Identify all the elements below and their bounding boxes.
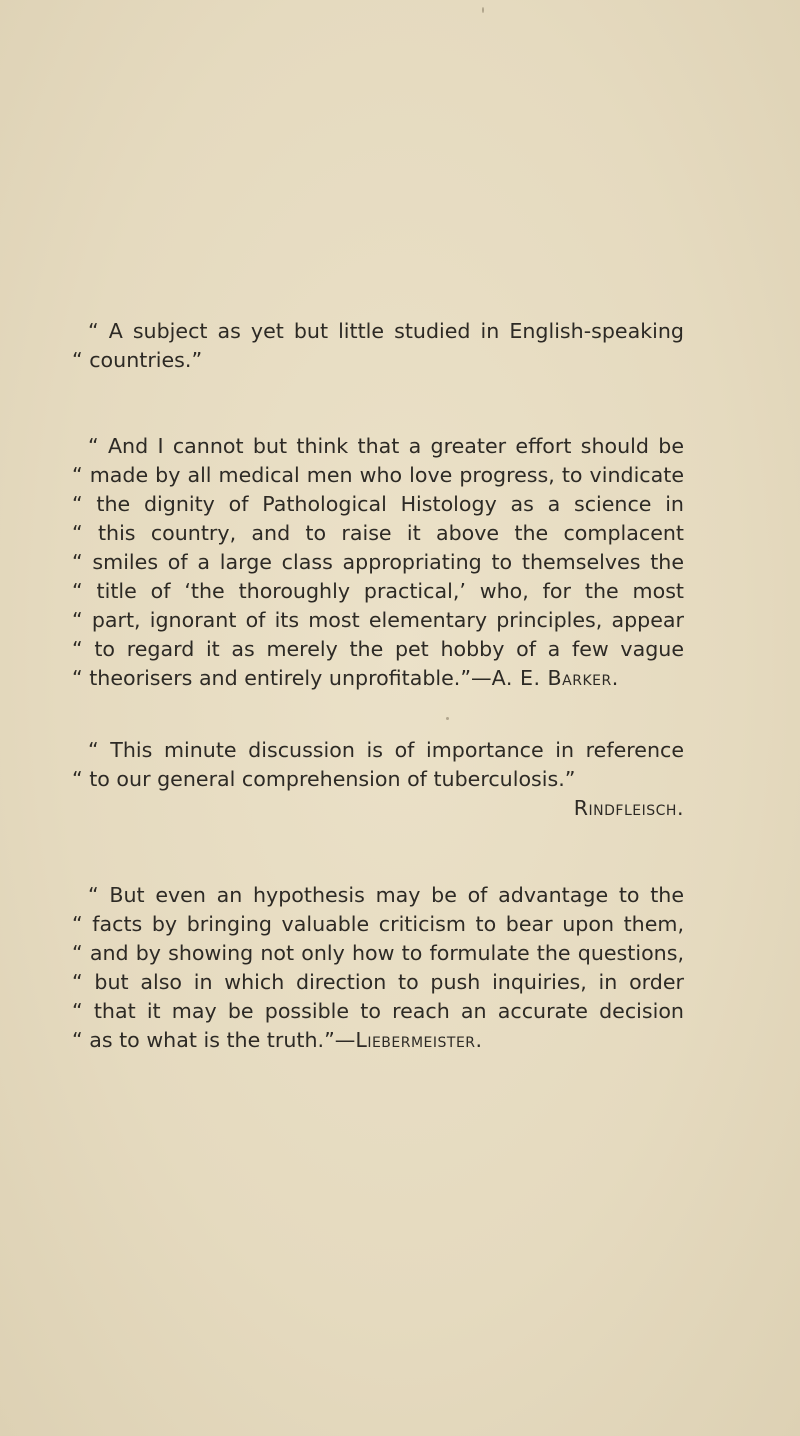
quote-line: “ made by all medical men who love progress, to vindicate <box>72 463 684 487</box>
quote-line: “ to regard it as merely the pet hobby of a few vague <box>72 637 684 661</box>
quote-line: “ part, ignorant of its most elementary principles, appear <box>72 608 684 632</box>
quote-line: “ And I cannot but think that a greater effort should be <box>88 434 684 458</box>
quote-liebermeister <box>72 881 684 1055</box>
quote-line: “ as to what is the truth.”— <box>72 1028 356 1052</box>
quote-line: “ to our general comprehension of tuberculosis.” <box>72 767 576 791</box>
quote-line: “ facts by bringing valuable criticism to bear upon them, <box>72 912 684 936</box>
quote-line: “ smiles of a large class appropriating to themselves the <box>72 550 684 574</box>
quote-line: “ the dignity of Pathological Histology as a science in <box>72 492 684 516</box>
quote-line: “ theorisers and entirely unprofitable.”— <box>72 666 492 690</box>
quote-line: “ countries.” <box>72 348 203 372</box>
quote-rindfleisch <box>72 736 684 823</box>
quote-line: “ But even an hypothesis may be of advantage to the <box>88 883 684 907</box>
quote-line: “ and by showing not only how to formulate the questions, <box>72 941 684 965</box>
quote-line-with-attribution <box>72 1026 684 1055</box>
attribution-barker: A. E. Barker. <box>491 666 619 690</box>
quote-line: “ title of ‘the thoroughly practical,’ who, for the most <box>72 579 684 603</box>
quote-english-speaking <box>72 317 684 375</box>
quote-line: “ that it may be possible to reach an accurate decision <box>72 999 684 1023</box>
paper-speck <box>446 717 449 720</box>
quote-line: “ this country, and to raise it above the complacent <box>72 521 684 545</box>
quote-line-with-attribution <box>72 664 684 693</box>
attribution-rindfleisch: Rindfleisch. <box>573 796 684 820</box>
quote-barker <box>72 432 684 693</box>
paper-speck <box>482 7 484 13</box>
quote-line: “ A subject as yet but little studied in English-speaking <box>88 319 684 343</box>
quote-line: “ but also in which direction to push inquiries, in order <box>72 970 684 994</box>
quote-line: “ This minute discussion is of importance in reference <box>88 738 684 762</box>
attribution-liebermeister: Liebermeister. <box>355 1028 483 1052</box>
